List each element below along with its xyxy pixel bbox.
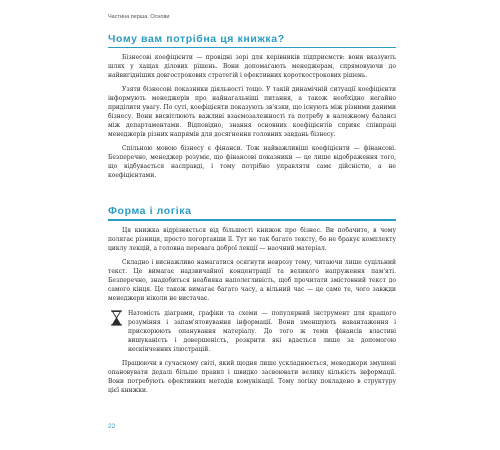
paragraph: Складно і виснажливо намагатися осягнути неврозу тему, читаючи лише суцільний текст. Це вимагає надзвичайної концентрації та великого напруження пам'яті. Безперечно, знадобиться неабияка наполегливість, щоб прочитати змістовний текст до самого кінця. Це також вимагає багато часу, а вільний час — це саме те, чого завжди менеджери ніколи не вистачає. bbox=[108, 258, 396, 302]
paragraph: Ця книжка відрізняється від більшості книжок про бізнес. Ви побачите, в чому полягає різниця, просто погортавши її. Тут не так багато тексту, бо не бракує комплекту циклу лекцій, а головна перевага доброї лекції — наочний матеріал. bbox=[108, 226, 396, 252]
paragraph: Спільною мовою бізнесу є фінанси. Тож найважливіші коефіцієнти — фінансові. Безперечно, менеджер розуміє, що фінансові показники — це лише відображення того, що відбувається насправді, і тому потрібно управляти самє дійсністю, а не коефіцієнтами. bbox=[108, 145, 396, 180]
section-why-book bbox=[108, 32, 396, 180]
callout-block bbox=[108, 309, 396, 354]
section-title-why-book: Чому вам потрібна ця книжка? bbox=[108, 33, 285, 45]
paragraph: Працюючи в сучасному світі, який щодня лише ускладнюється, менеджери змушені опановувати дедалі більше правил і швидко засвоювати велику кількість інформації. Вони потребують ефективних методів комунікації. Тому логіку покладено в структуру цієї книжки. bbox=[108, 359, 396, 394]
section-title-form-logic: Форма і логіка bbox=[108, 205, 192, 218]
hourglass-icon bbox=[110, 310, 123, 326]
section-form-logic bbox=[108, 204, 396, 394]
paragraph: Бізнесові коефіцієнти — провідні зорі для керівників підприємств: вони вказують шлях у хащах ділових рішень. Вони допомагають менеджерам, спрямовуючи до найвигідніших довгострокових стратегій і ефективних короткострокових рішень. bbox=[108, 54, 396, 80]
page-number: 22 bbox=[108, 423, 116, 430]
paragraph: Узяти бізнесові показники діяльності тощо. У такій динамічній ситуації коефіцієнти інформують менеджерів про найнагальніші питання, а також необхідно негайно приділити увагу. По суті, коефіцієнти показують зв'язки, що існують між різними даними бізнесу. Вони висвітлюють важливі взаємозалежності та потребу в належному балансі між департаментами. Відповідно, знання основних коефіцієнтів сприяє співпраці менеджерів різних напрямів для досягнення головних завдань бізнесу. bbox=[108, 86, 396, 139]
running-head: Частина перша. Основи bbox=[108, 14, 170, 20]
page-content bbox=[108, 26, 396, 395]
callout-text: Натомість діаграми, графіки та схеми — популярний інструмент для кращого розуміння і запам'ятовування інформації. Вони зменшують навантаження і прискорюють опанування матеріалу. До того ж теми фінансів властиві вишуканість і довершеність, розкрити які вдається лише за допомогою нескінченних ілюстрацій. bbox=[128, 309, 396, 353]
